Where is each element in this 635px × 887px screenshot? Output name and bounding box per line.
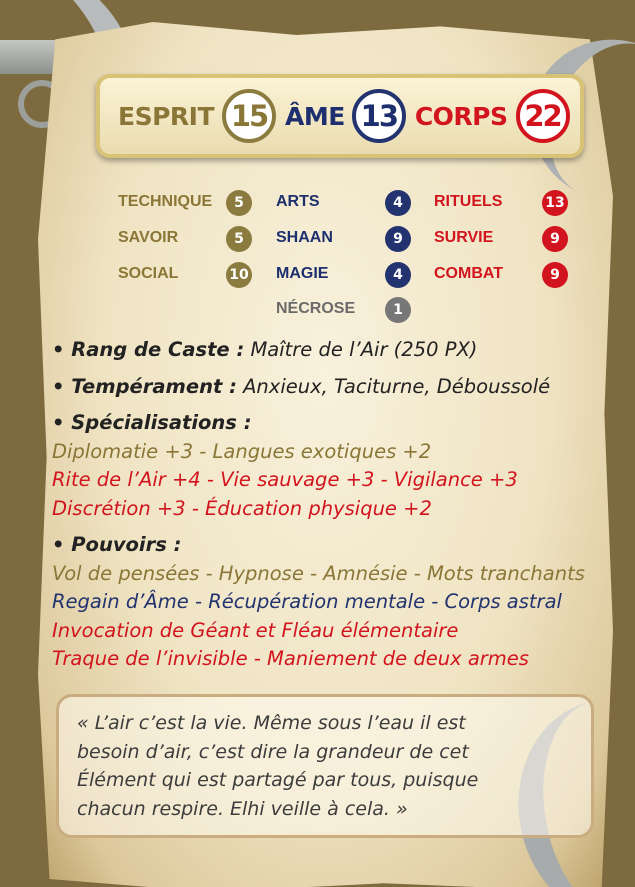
temperament-value: Anxieux, Taciturne, Déboussolé: [243, 374, 551, 398]
skill-label-magie: MAGIE: [276, 265, 329, 282]
rang-line: [52, 336, 612, 365]
skill-value-magie: 4: [385, 262, 411, 288]
skill-value-combat: 9: [542, 262, 568, 288]
quote-line-4: chacun respire. Elhi veille à cela. »: [77, 797, 408, 820]
skill-value-savoir: 5: [226, 226, 252, 252]
skill-value-necrose: 1: [385, 297, 411, 323]
character-details: [52, 336, 612, 674]
quote-line-2: besoin d’air, c’est dire la grandeur de cet: [77, 740, 469, 763]
rang-value: Maître de l’Air (250 PX): [250, 338, 478, 361]
pouvoir-line-2: Regain d’Âme - Récupération mentale - Corps astral: [52, 590, 562, 613]
ame-label: ÂME: [285, 101, 345, 131]
rang-label: • Rang de Caste :: [52, 338, 245, 361]
attribute-banner: [96, 74, 584, 158]
skill-label-social: SOCIAL: [118, 265, 179, 282]
ame-value: 13: [352, 89, 406, 143]
skill-value-rituels: 13: [542, 190, 568, 216]
skill-label-necrose: NÉCROSE: [276, 300, 356, 317]
esprit-value: 15: [222, 89, 276, 143]
skill-label-technique: TECHNIQUE: [118, 193, 213, 210]
spec-line-1: Diplomatie +3 - Langues exotiques +2: [52, 439, 432, 463]
skill-value-social: 10: [226, 262, 252, 288]
esprit-label: ESPRIT: [118, 101, 215, 131]
corps-label: CORPS: [414, 101, 508, 131]
skill-label-survie: SURVIE: [434, 229, 494, 246]
skill-value-technique: 5: [226, 190, 252, 216]
corps-value: 22: [516, 89, 570, 143]
skill-label-rituels: RITUELS: [434, 193, 503, 210]
skill-label-arts: ARTS: [276, 193, 320, 210]
quote-line-3: Élément qui est partagé par tous, puisque: [77, 769, 479, 791]
skill-label-savoir: SAVOIR: [118, 229, 179, 246]
specialisations-label: • Spécialisations :: [52, 411, 252, 434]
skill-value-shaan: 9: [385, 226, 411, 252]
quote-box: [56, 694, 594, 838]
pouvoir-line-1: Vol de pensées - Hypnose - Amnésie - Mots tranchants: [52, 561, 585, 585]
pouvoir-line-4: Traque de l’invisible - Maniement de deux armes: [52, 647, 529, 670]
quote-text: [77, 709, 577, 823]
temperament-label: • Tempérament :: [52, 374, 237, 398]
spec-line-2: Rite de l’Air +4 - Vie sauvage +3 - Vigilance +3: [52, 468, 518, 491]
temperament-line: [52, 373, 612, 402]
spec-line-3: Discrétion +3 - Éducation physique +2: [52, 496, 432, 520]
skill-label-combat: COMBAT: [434, 265, 504, 282]
pouvoirs-label: • Pouvoirs :: [52, 533, 182, 556]
skill-value-arts: 4: [385, 190, 411, 216]
skill-label-shaan: SHAAN: [276, 229, 333, 246]
skill-value-survie: 9: [542, 226, 568, 252]
quote-line-1: « L’air c’est la vie. Même sous l’eau il est: [77, 712, 466, 734]
pouvoir-line-3: Invocation de Géant et Fléau élémentaire: [52, 618, 459, 642]
